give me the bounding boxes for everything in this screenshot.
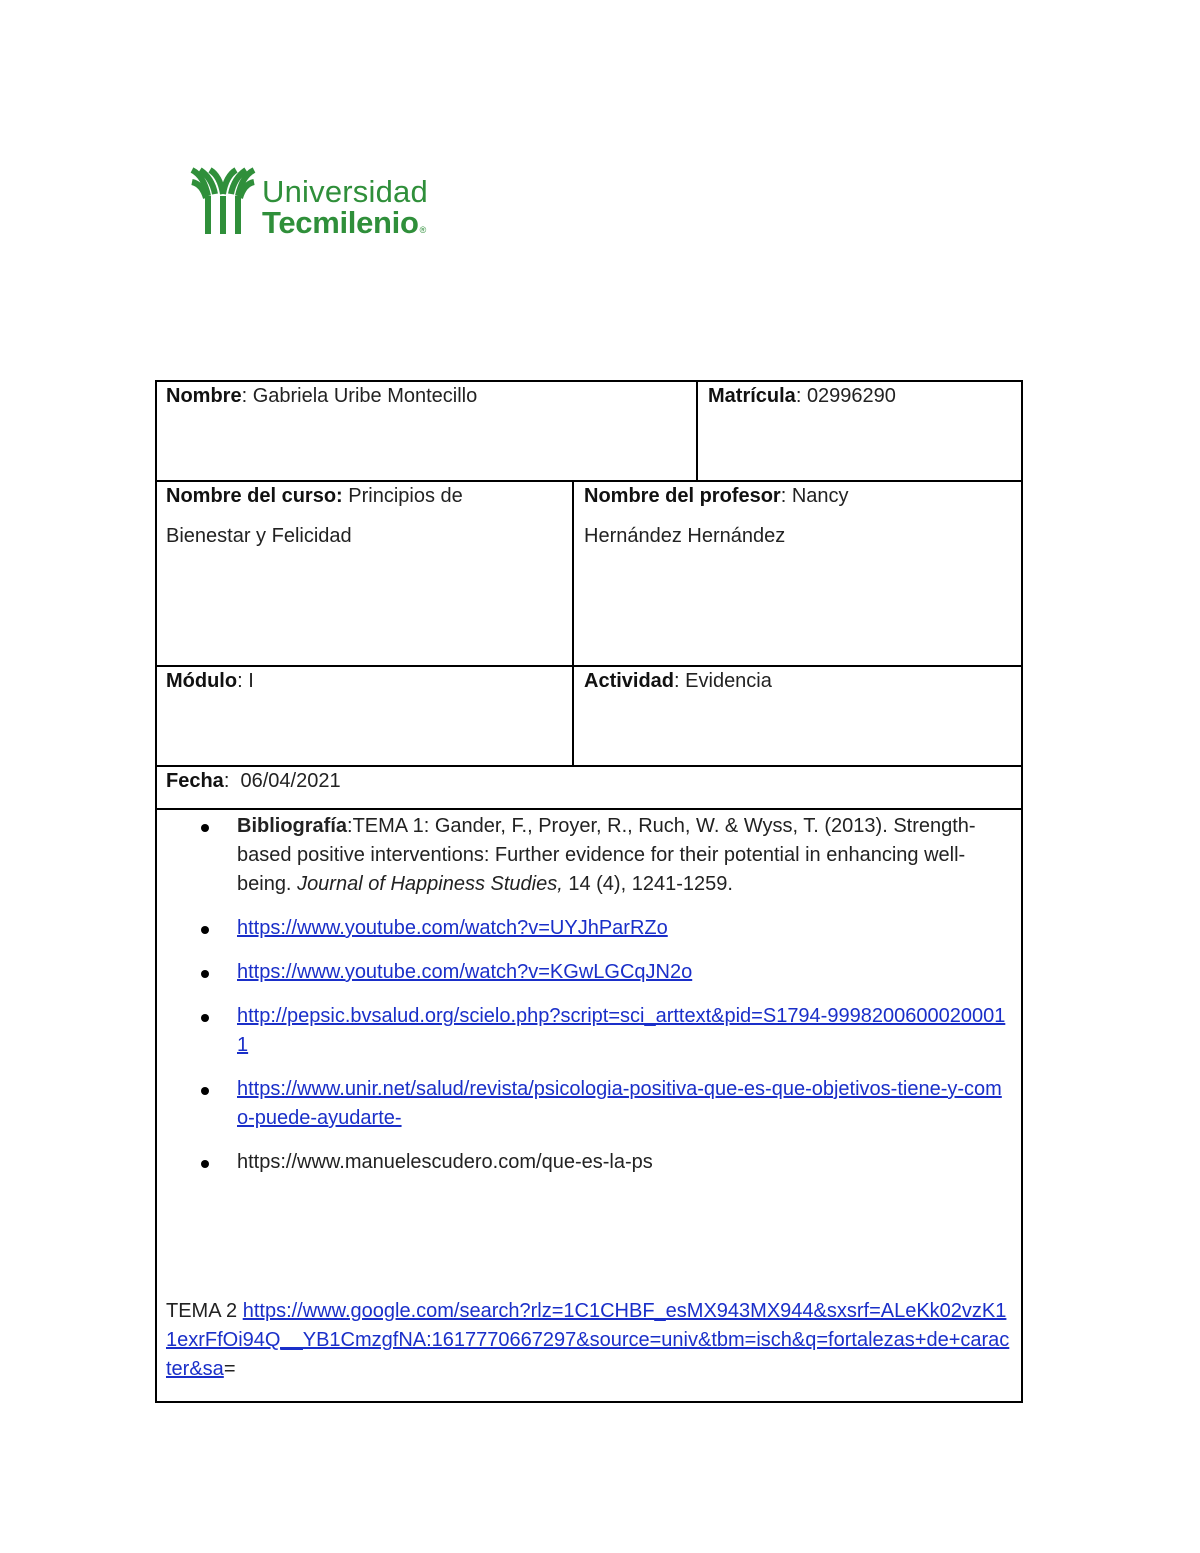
- list-item: [200, 1002, 1010, 1060]
- tema2-suffix: =: [223, 1358, 236, 1380]
- modulo-label: Módulo: [166, 670, 238, 692]
- fecha-cell: Fecha: 06/04/2021: [166, 770, 341, 792]
- bibliography-section: [200, 812, 1010, 1192]
- table-divider: [572, 480, 574, 767]
- fecha-label: Fecha: [166, 770, 224, 792]
- bibliography-label: Bibliografía: [237, 815, 348, 837]
- modulo-value: I: [248, 670, 254, 692]
- profesor-cell: Nombre del profesor: Nancy Hernández Hernández: [584, 485, 849, 547]
- logo-line-universidad: Universidad: [262, 174, 428, 209]
- matricula-label: Matrícula: [708, 385, 796, 407]
- bullet-icon: [201, 1160, 209, 1168]
- tema2-reference: [166, 1297, 1011, 1384]
- nombre-label: Nombre: [166, 385, 242, 407]
- citation-volume: 14 (4), 1241-1259.: [562, 873, 733, 895]
- actividad-label: Actividad: [584, 670, 675, 692]
- list-item: [200, 958, 1010, 987]
- list-item: [200, 812, 1010, 899]
- bullet-icon: [201, 926, 209, 934]
- list-item: [200, 914, 1010, 943]
- curso-cell: [166, 476, 546, 556]
- bullet-icon: [201, 1014, 209, 1022]
- curso-value: Principios de Bienestar y Felicidad: [166, 485, 463, 547]
- actividad-cell: Actividad: Evidencia: [584, 670, 772, 692]
- bibliography-list: [200, 812, 1010, 1177]
- curso-label: Nombre del curso:: [166, 485, 343, 507]
- reference-plain-url: https://www.manuelescudero.com/que-es-la-ps: [237, 1151, 653, 1173]
- matricula-cell: Matrícula: 02996290: [708, 385, 896, 407]
- modulo-cell: Módulo: I: [166, 670, 254, 692]
- reference-link[interactable]: https://www.youtube.com/watch?v=KGwLGCqJN2o: [237, 961, 693, 983]
- tecmilenio-emblem-icon: [190, 166, 256, 236]
- reference-link[interactable]: https://www.unir.net/salud/revista/psicologia-positiva-que-es-que-objetivos-tiene-y-como-puede-ayudarte-: [237, 1078, 1002, 1129]
- bullet-icon: [201, 824, 209, 832]
- table-divider: [696, 380, 698, 481]
- table-divider: [155, 808, 1023, 810]
- nombre-value: Gabriela Uribe Montecillo: [252, 385, 478, 407]
- matricula-value: 02996290: [806, 385, 896, 407]
- journal-title: Journal of Happiness Studies,: [297, 873, 563, 895]
- university-logo: [190, 166, 450, 242]
- list-item: [200, 1075, 1010, 1133]
- reference-link[interactable]: https://www.youtube.com/watch?v=UYJhParRZo: [237, 917, 668, 939]
- bullet-icon: [201, 970, 209, 978]
- actividad-value: Evidencia: [685, 670, 772, 692]
- list-item: [200, 1148, 1010, 1177]
- nombre-cell: Nombre: Gabriela Uribe Montecillo: [166, 385, 478, 407]
- citation-text: :TEMA 1: Gander, F., Proyer, R., Ruch, W. & Wyss, T. (2013). Strength-based positive interventions: Further evidence for their potential in enhancing well-being.: [237, 815, 976, 895]
- fecha-value: 06/04/2021: [240, 770, 341, 792]
- profesor-label: Nombre del profesor: [584, 485, 781, 507]
- tema2-link[interactable]: https://www.google.com/search?rlz=1C1CHBF_esMX943MX944&sxsrf=ALeKk02vzK11exrFfOi94Q__YB1CmzgfNA:1617770667297&source=univ&tbm=isch&q=fortalezas+de+caracter&sa: [166, 1300, 1010, 1380]
- reference-link[interactable]: http://pepsic.bvsalud.org/scielo.php?script=sci_arttext&pid=S1794-99982006000200011: [237, 1005, 1006, 1056]
- tema2-label: TEMA 2: [166, 1300, 243, 1322]
- bullet-icon: [201, 1087, 209, 1095]
- profesor-value: Nancy Hernández Hernández: [584, 485, 849, 547]
- logo-line-tecmilenio: Tecmilenio®: [262, 205, 426, 240]
